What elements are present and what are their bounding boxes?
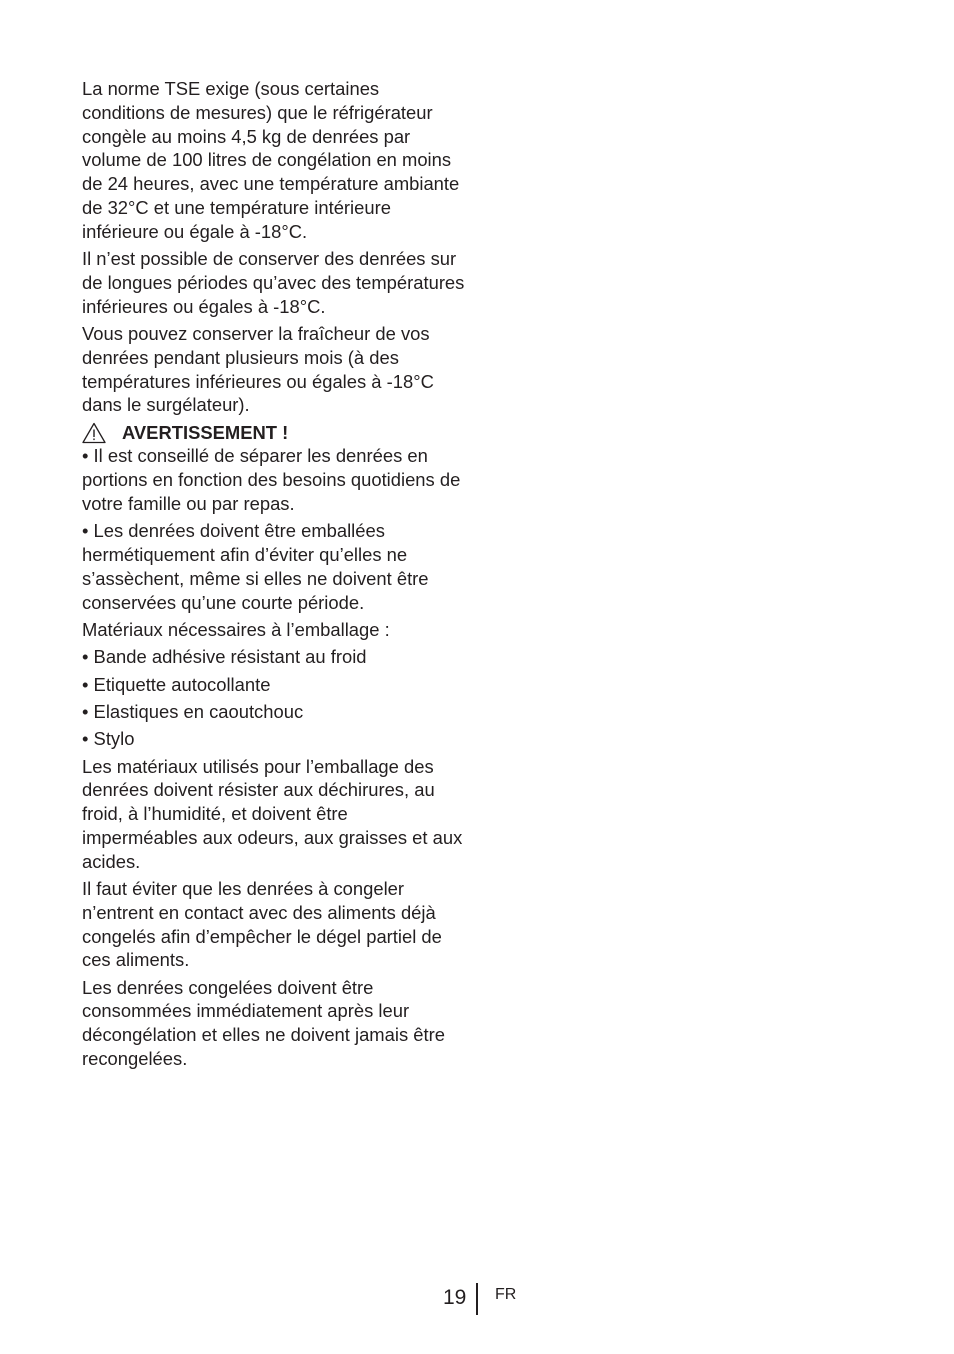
paragraph-thawed-consumption: Les denrées congelées doivent être consommées immédiatement après leur décongélation et elles ne doivent jamais être recongelées. [82, 976, 445, 1070]
main-column [82, 77, 467, 1074]
materials-intro: Matériaux nécessaires à l’emballage : [82, 619, 390, 641]
paragraph-tse-norm: La norme TSE exige (sous certaines conditions de mesures) que le réfrigérateur congèle au moins 4,5 kg de denrées par volume de 100 litres de congélation en moins de 24 heures, avec une température ambiante de 32°C et une température intérieure inférieure ou égale à -18°C. [82, 78, 460, 242]
list-item: • Bande adhésive résistant au froid [82, 646, 367, 668]
warning-triangle-icon [82, 422, 106, 444]
warning-title: AVERTISSEMENT ! [122, 421, 289, 443]
paragraph-avoid-contact: Il faut éviter que les denrées à congeler n’entrent en contact avec des aliments déjà congelés afin d’empêcher le dégel partiel de ces aliments. [82, 878, 442, 971]
list-item: • Etiquette autocollante [82, 673, 271, 695]
language-code: FR [495, 1286, 517, 1303]
paragraph-long-storage: Il n’est possible de conserver des denrées sur de longues périodes qu’avec des températures inférieures ou égales à -18°C. [82, 248, 465, 317]
paragraph-freshness: Vous pouvez conserver la fraîcheur de vos denrées pendant plusieurs mois (à des températures inférieures ou égales à -18°C dans le surgélateur). [82, 322, 434, 416]
warning-heading [82, 421, 467, 445]
warning-item-packaging: • Les denrées doivent être emballées hermétiquement afin d’éviter qu’elles ne s’assèchent, même si elles ne doivent être conservées qu’une courte période. [82, 520, 429, 613]
footer-divider [476, 1283, 478, 1315]
warning-item-portions: • Il est conseillé de séparer les denrées en portions en fonction des besoins quotidiens de votre famille ou par repas. [82, 445, 461, 515]
list-item: • Elastiques en caoutchouc [82, 700, 304, 722]
page-number: 19 [443, 1286, 467, 1309]
page-footer [0, 1283, 954, 1323]
paragraph-packaging-materials: Les matériaux utilisés pour l’emballage des denrées doivent résister aux déchirures, au froid, à l’humidité, et doivent être imperméables aux odeurs, aux graisses et aux acides. [82, 755, 463, 872]
list-item: • Stylo [82, 728, 135, 750]
